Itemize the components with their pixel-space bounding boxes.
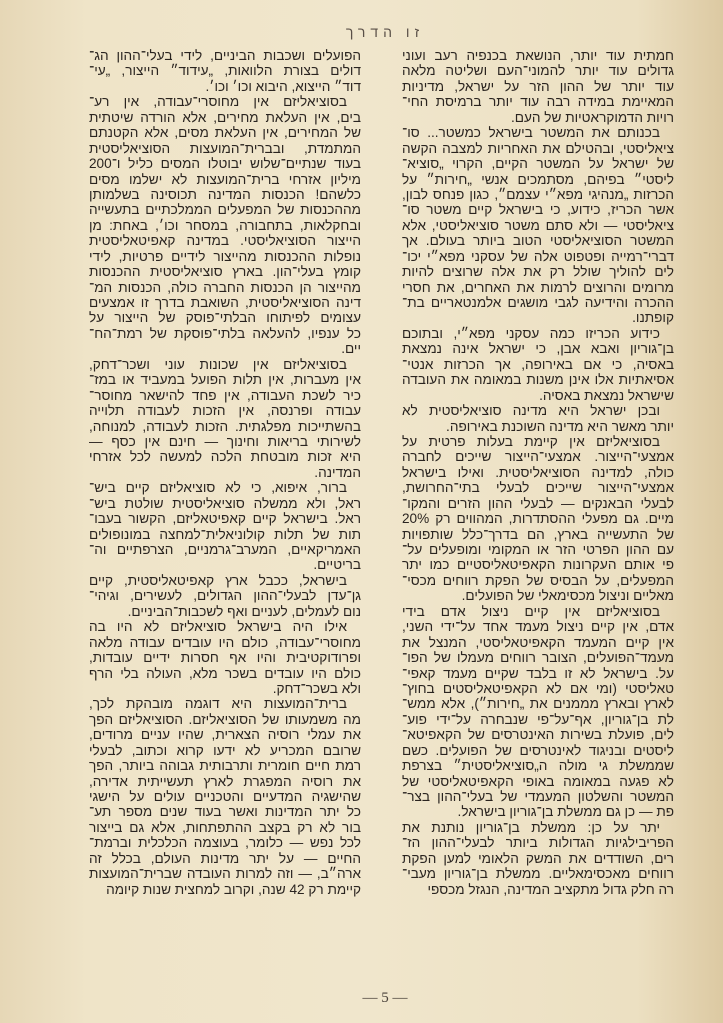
text-line: בהשתייכות מפלגתית. הזכות לעבודה, למנוחה, xyxy=(89,418,361,434)
text-line: מעמד־הפועלים, הצובר רווחים מעמלו של הפו־ xyxy=(402,650,674,666)
text-line: בסוציאליזם אין קיימת בעלות פרטית על xyxy=(402,433,660,449)
text-line: לבעלי הבאנקים — לבעלי ההון הזרים והמקו־ xyxy=(402,495,674,511)
text-line: הכרזות „מנהיגי מפא״י עצמם״, כגון פנחס לבון, xyxy=(402,186,674,202)
text-line: אשר הכריז, כידוע, כי בישראל קיים משטר סו־ xyxy=(402,202,674,218)
text-line: תות של תלות קולוניאלית־למחצה במונופולים xyxy=(89,526,361,542)
text-line: ובחקלאות, בתחבורה, במסחר וכו׳, באחת: מן xyxy=(89,217,361,233)
text-line: גדולים עוד יותר להמוני־העם ושליטה מלאה xyxy=(402,63,674,79)
text-line: ציאליסטי — ולא סתם משטר סוציאליסטי, אלא xyxy=(402,217,674,233)
text-line: דינה הסוציאליסטית, השואבת בדרך זו אמצעים xyxy=(89,295,361,310)
text-line: בים, אין העלאת מחירים, אלא הורדה שיטתית xyxy=(89,109,361,125)
text-line: חמתית עוד יותר, הנושאת בכנפיה רעב ועוני xyxy=(402,48,674,63)
text-line: מאליים וניצול מכסימאלי של הפועלים. xyxy=(461,588,674,604)
text-line: קופתנו. xyxy=(632,310,674,326)
text-line: שממשלת גי מולה ה„סוציאליסטית״ בצרפת xyxy=(402,758,674,774)
text-line: דולים בצורת הלוואות, „עידוד״ הייצור, „עי־ xyxy=(89,63,361,79)
paragraph xyxy=(402,48,674,125)
text-line: על. בישראל לא זו בלבד שקיים מעמד קאפי־ xyxy=(402,665,674,681)
text-line: אדם, אין קיים ניצול מעמד אחד על־ידי השני, xyxy=(402,619,674,635)
paragraph xyxy=(89,94,361,356)
text-line: עצומים לפיתוחו הבלתי־פוסק של הייצור על xyxy=(89,310,361,326)
text-line: באסיה, כי אם באירופה, אך הכרזות אנטי־ xyxy=(402,356,674,372)
paragraph xyxy=(89,357,361,481)
text-line: המפעלים, על הבסיס של הפקת רווחים מכסי־ xyxy=(402,572,674,588)
text-line: בסוציאליזם אין שכונות עוני ושכר־דחק, xyxy=(89,356,347,372)
text-line: יתר על כן: ממשלת בן־גוריון נותנת את xyxy=(402,819,660,835)
text-line: עבודה ופרנסה, אין הזכות לעבודה תלוייה xyxy=(89,403,361,419)
text-line: מיים. גם מפעלי ההסתדרות, המהווים רק 20% xyxy=(402,511,674,527)
text-line: מיליון אזרחי ברית־המועצות לא ישלמו מסים xyxy=(89,171,361,187)
text-line: אין קיים המעמד הקאפיטאליסטי, המנצל את xyxy=(402,634,674,650)
text-line: טאליסטי (ומי אם לא הקאפיטאליסטים בחוץ־ xyxy=(402,680,674,696)
text-line: המשטר והשלטון המעמדי של בעלי־ההון בצר־ xyxy=(402,789,674,804)
text-line: כולם היו עובדים בשכר מלא, העולה בלי הרף xyxy=(89,665,361,681)
text-line: לים להוליך שולל רק את אלה שרוצים להיות xyxy=(402,264,674,280)
text-line: בור לא רק בקצב ההתפתחות, אלא גם בייצור xyxy=(89,819,361,835)
text-line: שישראל נמצאת באסיה. xyxy=(539,387,674,403)
text-line: ארה״ב, — וזה למרות העובדה שברית־המועצות xyxy=(89,866,361,882)
text-line: מההכנסות של המפעלים הממלכתיים בתעשייה xyxy=(89,202,361,218)
text-line: ראל, ולא ממשלה סוציאליסטית שולטת ביש־ xyxy=(89,495,361,511)
text-line: בריטיים. xyxy=(313,557,361,573)
text-line: מרומים והרוצים לרמות את האחרים, את חסרי xyxy=(402,279,674,295)
text-line: המתמדת, ובברית־המועצות הסוציאליסטית xyxy=(89,140,361,156)
text-line: יים. xyxy=(341,341,361,357)
text-line: עם ההון הפרטי הזר או המקומי ומופעלים על־ xyxy=(402,542,674,557)
paragraph xyxy=(89,48,361,94)
text-line: ליסטי״ בפיהם, מסתמכים אנשי „חירות״ על xyxy=(402,171,674,187)
text-line: בן־גוריון ואבא אבן, כי ישראל אינה נמצאת xyxy=(402,341,674,357)
text-line: אין מעברות, אין תלות הפועל במעביד או במז־ xyxy=(89,372,361,388)
text-line: בישראל, ככבל ארץ קאפיטאליסטית, קיים xyxy=(89,572,347,588)
text-line: ובכן ישראל היא מדינה סוציאליסטית לא xyxy=(402,403,660,419)
text-line: רמת חיים חומרית ותרבותית גבוהה ביותר, הפך xyxy=(89,758,361,774)
text-line: המאיימת במידה רבה עוד יותר ברמיסת החי־ xyxy=(402,94,674,110)
text-line: לשירותי בריאות וחינוך — חינם אין כסף — xyxy=(89,433,361,449)
paragraph xyxy=(402,125,674,326)
text-line: את עמלי רוסיה הצארית, שהיו עניים מרודים, xyxy=(89,727,361,743)
text-line: פת — כן גם ממשלת בן־גוריון בישראל. xyxy=(457,804,674,820)
text-line: רה חלק גדול מתקציב המדינה, הנגזל מכספי xyxy=(427,881,674,897)
text-line: מחוסרי־עבודה, כולם היו עובדים עבודה מלאה xyxy=(89,634,361,650)
text-line: מה משמעותו של הסוציאליזם. הסוציאליזם הפך xyxy=(89,711,361,727)
text-line: אילו היה בישראל סוציאליזם לא היו בה xyxy=(89,619,347,635)
text-line: ולא בשכר־דחק. xyxy=(272,680,361,696)
text-line: דוד״ הייצוא, היבוא וכו׳ וכו׳. xyxy=(205,78,361,94)
text-line: קיימת רק 42 שנה, וקרוב למחצית שנות קיומה xyxy=(106,881,361,897)
text-line: גן־עדן לבעלי־ההון הגדולים, לעשירים, וגיהי־ xyxy=(89,588,361,604)
text-line: דברי־רמייה ופטפוט אלה של עסקני מפא״י יכו־ xyxy=(402,248,674,264)
text-line: לים, פועלת בשירות האינטרסים של הקאפיטא־ xyxy=(402,727,674,743)
text-line: היא זכות מובטחת הלכה למעשה לכל אזרחי xyxy=(89,449,361,465)
text-line: בעוד שנתיים־שלוש יבוטלו המסים כליל ו־200 xyxy=(89,156,361,172)
paragraph xyxy=(89,480,361,573)
text-line: לכל נפש — כלומר, בעוצמה הכלכלית וברמת־ xyxy=(89,835,361,851)
paragraph xyxy=(402,403,674,434)
paragraph xyxy=(402,434,674,604)
text-line: עוד יותר של ההון הזר על ישראל, מדיניות xyxy=(402,78,674,94)
text-line: נופלות ההכנסות מהייצור לידיים פרטיות, לידי xyxy=(89,248,361,264)
text-line: כיר לשכת העבודה, אין פחד להישאר מחוסר־ xyxy=(89,387,361,403)
text-line: החיים — על יתר מדינות העולם, בכלל זה xyxy=(89,850,361,866)
paragraph xyxy=(89,573,361,619)
page-number: — 5 — xyxy=(362,990,408,1006)
text-line: של המחירים, אין העלאת מסים, אלא הקטנתם xyxy=(89,125,361,141)
text-line: פי אותם העקרונות הקאפיטאליסטיים כמו יתר xyxy=(402,557,674,573)
text-line: אסיאתיות אלו אינן משנות במאומה את העובדה xyxy=(402,372,674,388)
text-line: ברית־המועצות היא דוגמה מובהקת לכך, xyxy=(89,696,347,712)
text-line: של ישראל על המשטר הקיים, הקרוי „סוציא־ xyxy=(402,156,674,172)
text-line: הפועלים ושכבות הביניים, לידי בעלי־ההון הג־ xyxy=(89,48,361,63)
paragraph xyxy=(402,820,674,897)
text-line: שהישגיה המדעיים והטכניים עולים על הישגי xyxy=(89,789,361,804)
text-line: הייצור הסוציאליסטי. במדינה קאפיטאליסטית xyxy=(89,233,361,249)
text-line: כל ענפיו, להעלאה בלתי־פוסקת של רמת־הח־ xyxy=(89,325,361,341)
text-line: ליסטים ובניגוד לאינטרסים של הפועלים. כשם xyxy=(402,742,674,758)
text-line: שרובם המכריע לא ידעו קרוא וכתוב, לבעלי xyxy=(89,742,361,758)
text-line: בסוציאליזם אין קיים ניצול אדם בידי xyxy=(402,603,660,619)
paragraph xyxy=(89,696,361,897)
text-line: ברור, איפוא, כי לא סוציאליזם קיים ביש־ xyxy=(89,480,347,496)
text-line: לארץ ובארץ מממנים את „חירות״), אלא ממש־ xyxy=(402,696,674,712)
text-line: של התעשייה בארץ, הם בדרך־כלל שותפויות xyxy=(402,526,674,542)
text-line: ראל. בישראל קיים קאפיטאליזם, הקשור בעבו־ xyxy=(89,511,361,527)
text-line: כלשהם! הכנסות המדינה תכוסינה בשלמותן xyxy=(89,186,361,202)
text-line: אמצעי־הייצור. אמצעי־הייצור שייכים לחברה xyxy=(402,449,674,465)
text-line: את רוסיה המפגרת לארץ תעשייתית אדירה, xyxy=(89,773,361,789)
paragraph xyxy=(402,326,674,403)
text-line: כל יתר המדינות ואשר בעוד שנים מספר תע־ xyxy=(89,804,361,820)
text-line: רווחים מאכסימאליים. ממשלת בן־גוריון מעבי־ xyxy=(402,866,674,882)
text-line: ציאליסטי, ובהטילם את האחריות למצבה הקשה xyxy=(402,140,674,156)
text-line: לת בן־גוריון, אף־על־פי שנבחרה על־ידי פוע־ xyxy=(402,711,674,727)
text-line: בסוציאליזם אין מחוסרי־עבודה, אין רע־ xyxy=(89,94,347,110)
text-line: נום לעמלים, לעניים ואף לשכבות־הביניים. xyxy=(127,603,361,619)
text-line: הפריבילגיות הגדולות ביותר לבעלי־ההון הז־ xyxy=(402,835,674,851)
right-text-column xyxy=(402,48,674,897)
text-line: המדינה. xyxy=(314,464,361,480)
text-line: רים, השודדים את המשק הלאומי למען הפקת xyxy=(402,850,674,866)
text-line: רויות הדמוקראטיות של העם. xyxy=(511,109,674,125)
text-line: האמריקאיים, המערב־גרמניים, הצרפתיים וה־ xyxy=(89,542,361,557)
text-line: כידוע הכריזו כמה עסקני מפא״י, ובתוכם xyxy=(402,325,660,341)
text-line: לא פגעה במאומה באופי הקאפיטאליסטי של xyxy=(402,773,674,789)
text-line: כולה, למדינה הסוציאליסטית. ואילו בישראל xyxy=(402,464,674,480)
left-text-column xyxy=(89,48,361,897)
paragraph xyxy=(402,604,674,820)
text-line: ופרודוקטיבית והיו אף חסרות ידיים עובדות, xyxy=(89,650,361,666)
text-line: אמצעי־הייצור שייכים לבעלי בתי־החרושת, xyxy=(402,480,674,496)
text-line: מהייצור הן הכנסות החברה כולה, הכנסות המ־ xyxy=(89,279,361,295)
text-line: המשטר הסוציאליסטי הטוב ביותר בעולם. אך xyxy=(402,233,674,249)
text-line: קומץ בעלי־הון. בארץ סוציאליסטית ההכנסות xyxy=(89,264,361,280)
running-header: זו הדרך xyxy=(345,24,425,40)
paragraph xyxy=(89,619,361,696)
text-line: בכנותם את המשטר בישראל כמשטר... סו־ xyxy=(402,125,660,141)
text-line: יותר מאשר היא מדינה השוכנת באירופה. xyxy=(446,418,674,434)
text-line: ההכרה והידיעה לגבי מושגים אלמנטאריים בת־ xyxy=(402,295,674,310)
